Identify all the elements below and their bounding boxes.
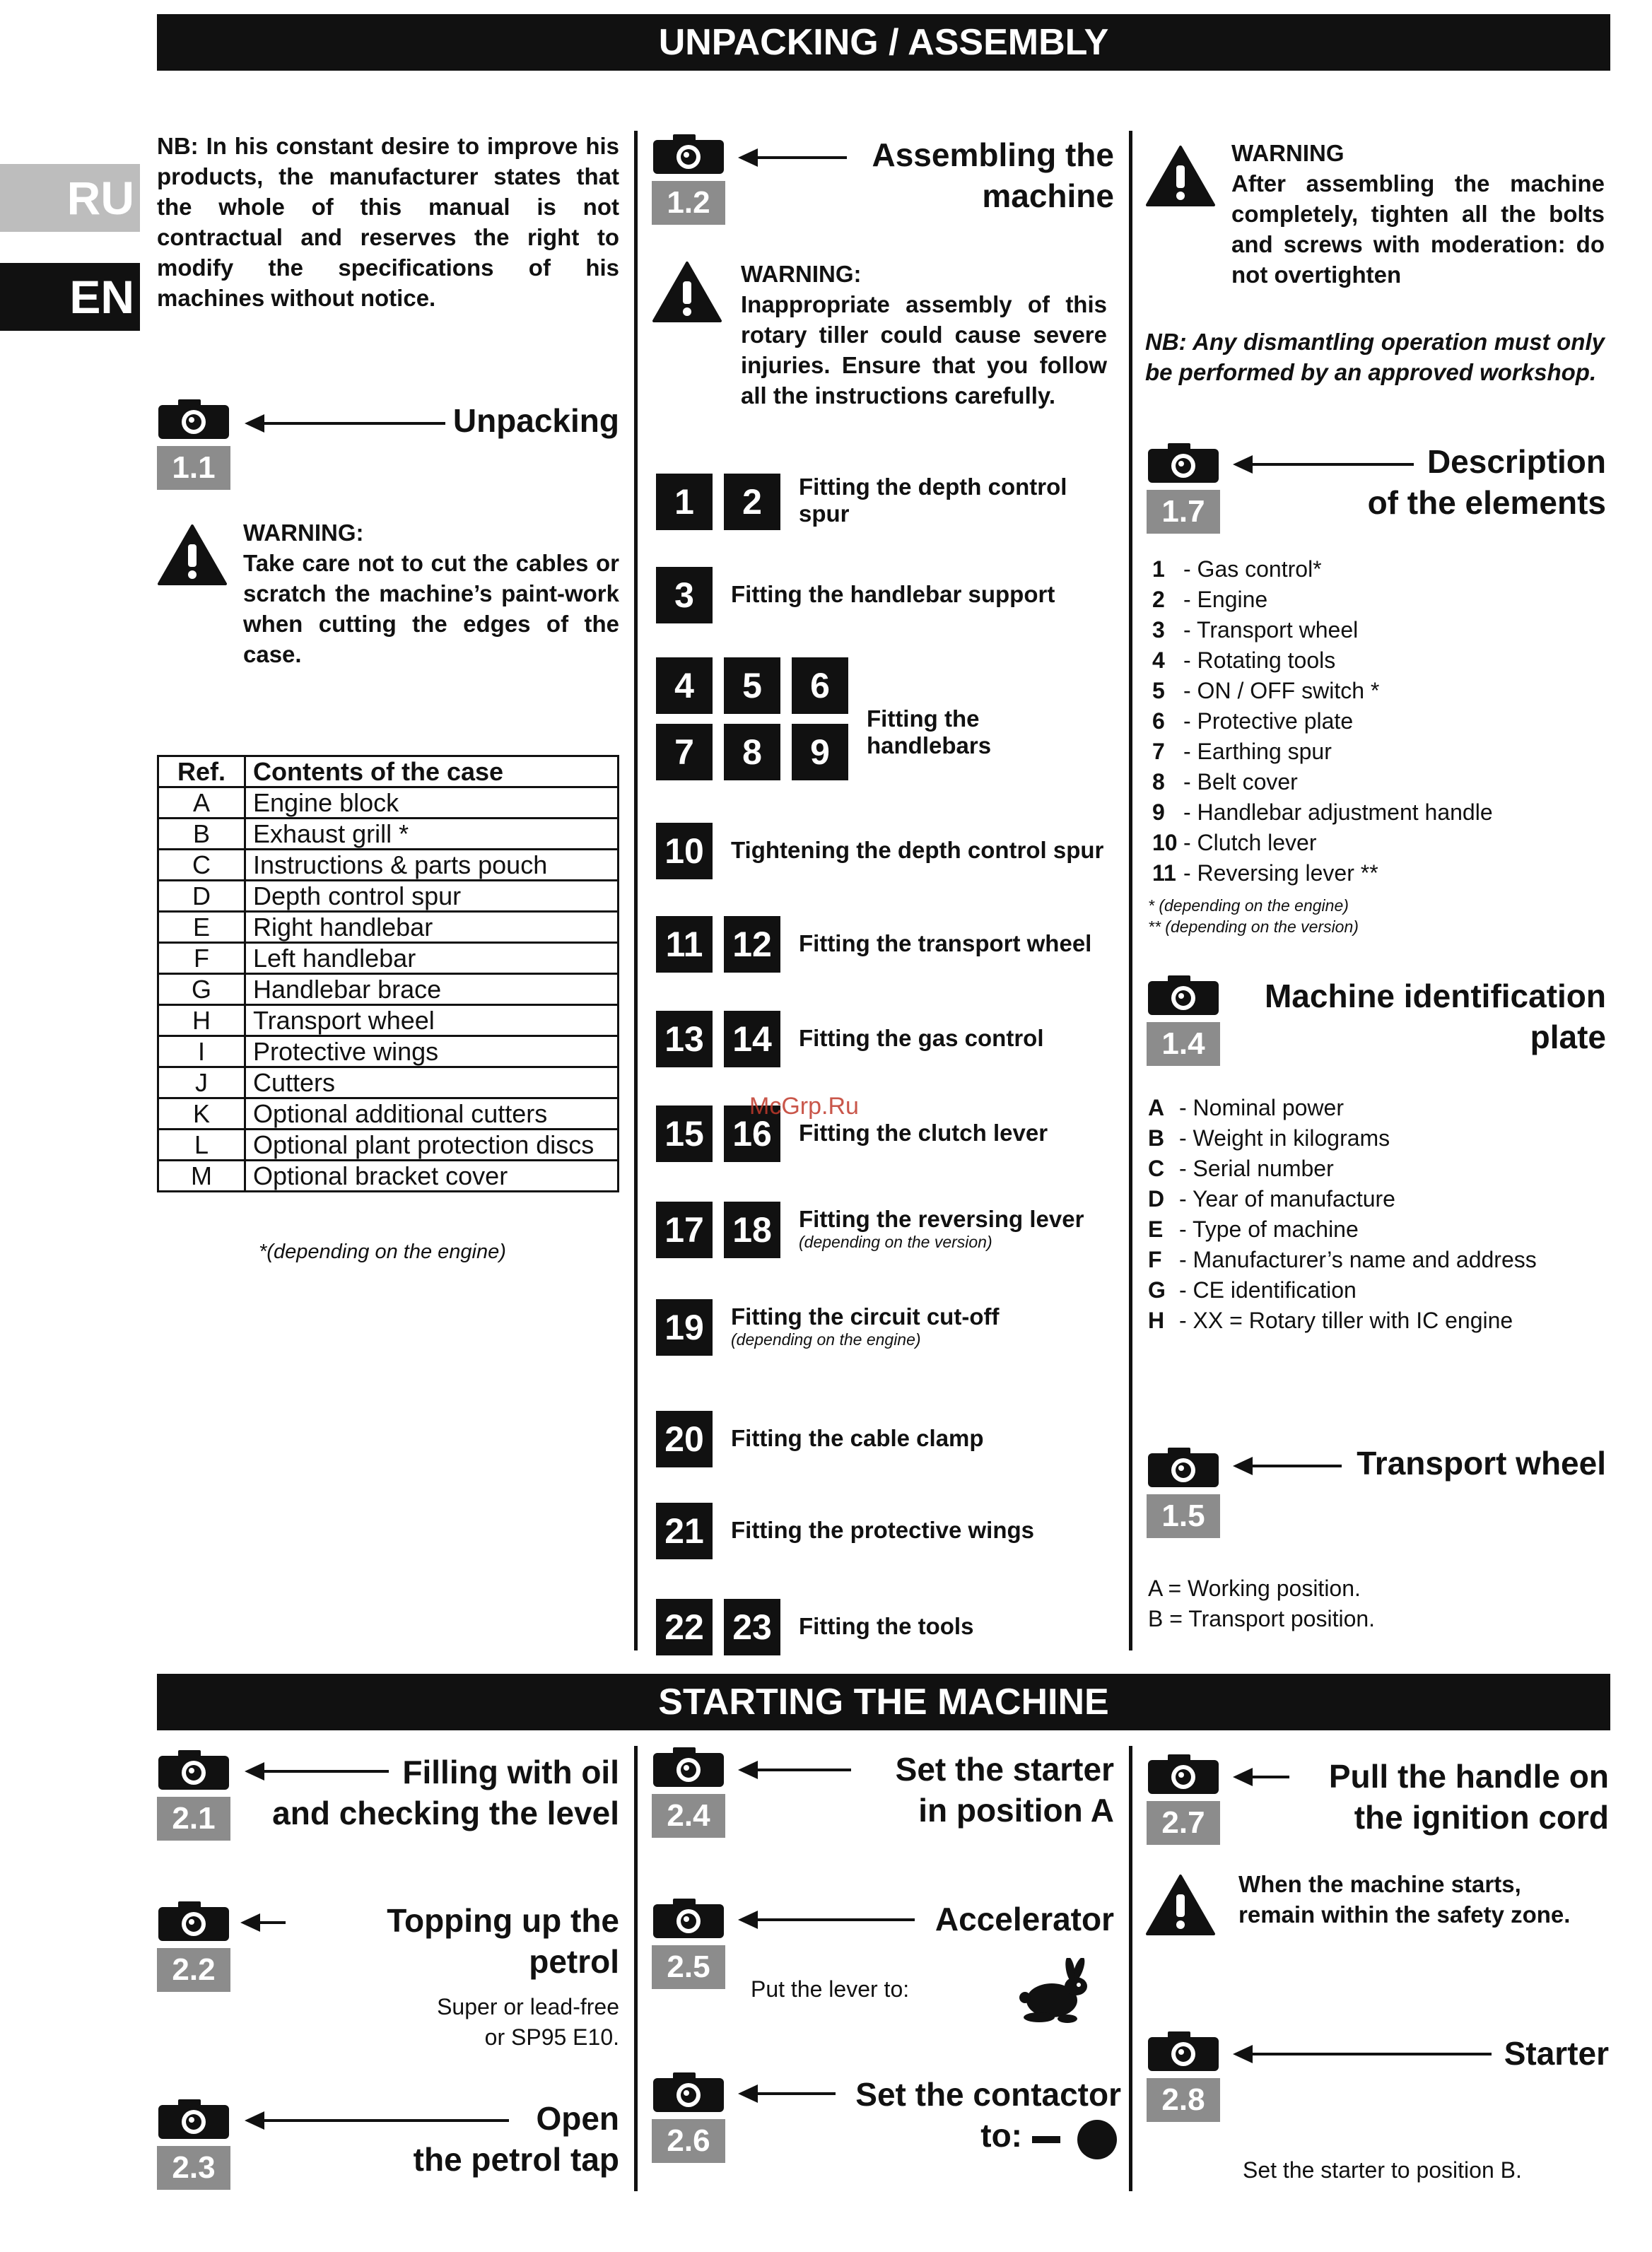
table-row bbox=[158, 1161, 619, 1192]
language-tab-ru[interactable]: RU bbox=[0, 164, 140, 232]
step-label: Tightening the depth control spur bbox=[731, 837, 1104, 863]
step-number-badge: 22 bbox=[656, 1599, 713, 1655]
ref-cell: D bbox=[158, 881, 245, 912]
heading-accelerator: Accelerator bbox=[935, 1901, 1114, 1937]
heading-unpacking: Unpacking bbox=[452, 402, 619, 439]
ref-cell: B bbox=[158, 819, 245, 850]
list-item-key: D bbox=[1148, 1186, 1165, 1212]
pointer-arrow bbox=[1236, 2053, 1492, 2055]
ref-cell: H bbox=[158, 1005, 245, 1036]
contents-cell: Transport wheel bbox=[245, 1005, 619, 1036]
column-divider bbox=[1129, 131, 1132, 1650]
step-number-badge: 7 bbox=[656, 724, 713, 780]
list-item bbox=[1148, 1184, 1607, 1214]
contents-table-wrap bbox=[157, 755, 619, 1192]
step-number: 2.8 bbox=[1147, 2078, 1220, 2122]
pointer-arrow bbox=[1236, 1465, 1342, 1467]
warning-text: Take care not to cut the cables or scratch the machine’s paint-work when cutting the edges of the case. bbox=[243, 550, 619, 667]
step-number-badge: 20 bbox=[656, 1411, 713, 1467]
list-item bbox=[1148, 1093, 1607, 1123]
step-number: 1.7 bbox=[1147, 490, 1220, 534]
ref-cell: M bbox=[158, 1161, 245, 1192]
list-item bbox=[1152, 706, 1605, 737]
list-item bbox=[1148, 1245, 1607, 1275]
warning-text: After assembling the machine completely, tighten all the bolts and screws with moderation: do not overtighten bbox=[1231, 170, 1605, 288]
list-item-text: - Type of machine bbox=[1179, 1216, 1359, 1242]
camera-icon bbox=[1147, 2030, 1220, 2072]
list-item-key: 6 bbox=[1152, 708, 1165, 734]
camera-icon bbox=[1147, 974, 1220, 1016]
heading-starter-a: Set the starter in position A bbox=[895, 1751, 1114, 1829]
list-item-key: 2 bbox=[1152, 587, 1165, 612]
camera-step-2-1 bbox=[157, 1749, 230, 1841]
pointer-arrow bbox=[741, 1918, 915, 1921]
list-item-text: - ON / OFF switch * bbox=[1183, 678, 1380, 703]
table-row bbox=[158, 1067, 619, 1098]
step-number-badge: 13 bbox=[656, 1011, 713, 1067]
table-row bbox=[158, 1130, 619, 1161]
camera-icon bbox=[1147, 1446, 1220, 1489]
watermark: McGrp.Ru bbox=[749, 1093, 859, 1120]
warning-icon bbox=[652, 260, 722, 324]
list-item-text: - Year of manufacture bbox=[1179, 1186, 1395, 1212]
camera-step-1-4 bbox=[1147, 974, 1220, 1066]
list-item bbox=[1148, 1214, 1607, 1245]
language-tab-en[interactable]: EN bbox=[0, 263, 140, 331]
list-item bbox=[1148, 1154, 1607, 1184]
ref-cell: G bbox=[158, 974, 245, 1005]
step-number-badge: 19 bbox=[656, 1299, 713, 1356]
list-item-text: - Nominal power bbox=[1179, 1095, 1344, 1120]
contents-table bbox=[157, 755, 619, 1192]
heading-plate: Machine identification plate bbox=[1264, 978, 1606, 1055]
ref-cell: F bbox=[158, 943, 245, 974]
petrol-note: Super or lead-free or SP95 E10. bbox=[437, 1994, 619, 2050]
step-number-badge: 8 bbox=[724, 724, 780, 780]
step-number-badge: 4 bbox=[656, 657, 713, 714]
list-item-text: - Earthing spur bbox=[1183, 739, 1332, 764]
contents-cell: Left handlebar bbox=[245, 943, 619, 974]
step-label: Fitting the protective wings bbox=[731, 1517, 1035, 1543]
camera-icon bbox=[157, 2098, 230, 2140]
step-number: 2.1 bbox=[157, 1797, 230, 1841]
list-item-key: H bbox=[1148, 1308, 1165, 1333]
elements-note: * (depending on the engine) ** (depending on the version) bbox=[1148, 896, 1359, 936]
ref-cell: J bbox=[158, 1067, 245, 1098]
list-item-key: 8 bbox=[1152, 769, 1165, 794]
section-header-starting bbox=[157, 1674, 1610, 1730]
safety-warning: When the machine starts, remain within the safety zone. bbox=[1238, 1871, 1571, 1928]
contents-cell: Instructions & parts pouch bbox=[245, 850, 619, 881]
warning-icon bbox=[157, 523, 228, 587]
step-number-badge: 18 bbox=[724, 1202, 780, 1258]
table-header-row bbox=[158, 756, 619, 787]
step-label: Fitting the clutch lever bbox=[799, 1120, 1048, 1146]
column-header-ref: Ref. bbox=[158, 756, 245, 787]
list-item-text: - Weight in kilograms bbox=[1179, 1125, 1390, 1151]
contents-cell: Cutters bbox=[245, 1067, 619, 1098]
camera-step-1-5 bbox=[1147, 1446, 1220, 1538]
step-number-badge: 12 bbox=[724, 916, 780, 973]
ref-cell: I bbox=[158, 1036, 245, 1067]
step-label: Fitting the transport wheel bbox=[799, 930, 1092, 956]
step-number-badge: 2 bbox=[724, 474, 780, 530]
warning-label: WARNING: bbox=[243, 520, 364, 546]
list-item-text: - Transport wheel bbox=[1183, 617, 1359, 643]
list-item-key: 4 bbox=[1152, 647, 1165, 673]
list-item-text: - CE identification bbox=[1179, 1277, 1357, 1303]
list-item-key: 5 bbox=[1152, 678, 1165, 703]
list-item bbox=[1152, 676, 1605, 706]
plate-items-list bbox=[1148, 1093, 1607, 1336]
list-item bbox=[1152, 797, 1605, 828]
ref-cell: A bbox=[158, 787, 245, 819]
step-number: 1.5 bbox=[1147, 1494, 1220, 1538]
list-item-text: - Rotating tools bbox=[1183, 647, 1336, 673]
list-item-key: 9 bbox=[1152, 799, 1165, 825]
section-title: UNPACKING / ASSEMBLY bbox=[658, 22, 1109, 63]
step-number: 2.2 bbox=[157, 1948, 230, 1992]
contents-cell: Engine block bbox=[245, 787, 619, 819]
heading-petrol: Topping up the petrol bbox=[387, 1902, 619, 1980]
list-item-text: - Belt cover bbox=[1183, 769, 1298, 794]
list-item-key: 7 bbox=[1152, 739, 1165, 764]
list-item bbox=[1148, 1275, 1607, 1306]
step-number-badge: 14 bbox=[724, 1011, 780, 1067]
list-item-key: 10 bbox=[1152, 830, 1178, 855]
table-row bbox=[158, 1005, 619, 1036]
camera-step-1-7 bbox=[1147, 442, 1220, 534]
column-divider bbox=[1129, 1746, 1132, 2191]
step-number-badge: 17 bbox=[656, 1202, 713, 1258]
list-item-text: - Clutch lever bbox=[1183, 830, 1317, 855]
heading-transport: Transport wheel bbox=[1357, 1445, 1606, 1482]
pointer-arrow bbox=[243, 1921, 286, 1924]
list-item-key: 3 bbox=[1152, 617, 1165, 643]
step-note: (depending on the version) bbox=[799, 1233, 992, 1251]
step-number-badge: 23 bbox=[724, 1599, 780, 1655]
camera-icon bbox=[652, 133, 725, 175]
list-item-text: - Serial number bbox=[1179, 1156, 1334, 1181]
warning-text: Inappropriate assembly of this rotary tiller could cause severe injuries. Ensure that you follow all the instructions carefully. bbox=[741, 291, 1107, 409]
camera-icon bbox=[652, 1746, 725, 1788]
list-item-key: B bbox=[1148, 1125, 1165, 1151]
camera-icon bbox=[157, 398, 230, 440]
camera-step-1-1 bbox=[157, 398, 230, 490]
step-number-badge: 16 bbox=[724, 1106, 780, 1162]
step-label: Fitting the handlebars bbox=[867, 705, 992, 758]
step-number-badge: 5 bbox=[724, 657, 780, 714]
contactor-icon bbox=[1029, 2118, 1121, 2162]
heading-description: Description of the elements bbox=[1367, 443, 1606, 521]
list-item-text: - Protective plate bbox=[1183, 708, 1354, 734]
camera-icon bbox=[1147, 1753, 1220, 1795]
list-item-text: - Gas control* bbox=[1183, 556, 1322, 582]
camera-step-2-6 bbox=[652, 2071, 725, 2163]
list-item bbox=[1152, 585, 1605, 615]
column-divider bbox=[634, 1746, 638, 2191]
list-item bbox=[1152, 554, 1605, 585]
table-row bbox=[158, 819, 619, 850]
table-row bbox=[158, 943, 619, 974]
elements-list bbox=[1152, 554, 1605, 889]
warning-label: WARNING bbox=[1231, 140, 1345, 166]
step-number-badge: 15 bbox=[656, 1106, 713, 1162]
camera-step-2-3 bbox=[157, 2098, 230, 2190]
contents-cell: Optional plant protection discs bbox=[245, 1130, 619, 1161]
heading-oil: Filling with oil and checking the level bbox=[272, 1754, 619, 1831]
list-item-key: 11 bbox=[1152, 860, 1176, 886]
camera-step-2-7 bbox=[1147, 1753, 1220, 1845]
nb-dismantling: NB: Any dismantling operation must only be performed by an approved workshop. bbox=[1145, 329, 1605, 385]
camera-step-2-5 bbox=[652, 1897, 725, 1989]
table-row bbox=[158, 1098, 619, 1130]
camera-step-1-2 bbox=[652, 133, 725, 225]
table-row bbox=[158, 787, 619, 819]
step-number-badge: 3 bbox=[656, 567, 713, 623]
ref-cell: E bbox=[158, 912, 245, 943]
step-label: Fitting the reversing lever bbox=[799, 1206, 1084, 1232]
contents-cell: Exhaust grill * bbox=[245, 819, 619, 850]
camera-step-2-2 bbox=[157, 1900, 230, 1992]
step-number: 2.7 bbox=[1147, 1801, 1220, 1845]
heading-assembling: Assembling the machine bbox=[872, 136, 1114, 214]
step-number-badge: 1 bbox=[656, 474, 713, 530]
step-number: 2.3 bbox=[157, 2146, 230, 2190]
camera-icon bbox=[157, 1749, 230, 1791]
list-item-key: A bbox=[1148, 1095, 1165, 1120]
column-header-contents: Contents of the case bbox=[245, 756, 619, 787]
heading-starter: Starter bbox=[1504, 2035, 1609, 2072]
camera-icon bbox=[652, 2071, 725, 2113]
accelerator-note: Put the lever to: bbox=[751, 1976, 910, 2002]
list-item-text: - XX = Rotary tiller with IC engine bbox=[1179, 1308, 1513, 1333]
step-label: Fitting the tools bbox=[799, 1613, 974, 1639]
list-item bbox=[1152, 767, 1605, 797]
list-item-key: F bbox=[1148, 1247, 1162, 1272]
camera-icon bbox=[652, 1897, 725, 1940]
step-number-badge: 9 bbox=[792, 724, 848, 780]
warning-label: WARNING: bbox=[741, 261, 862, 287]
transport-note: A = Working position. B = Transport position. bbox=[1148, 1576, 1376, 1631]
table-row bbox=[158, 912, 619, 943]
step-number-badge: 21 bbox=[656, 1503, 713, 1559]
table-footnote: *(depending on the engine) bbox=[259, 1241, 506, 1263]
step-label: Fitting the circuit cut-off bbox=[731, 1303, 1000, 1330]
list-item-text: - Reversing lever ** bbox=[1183, 860, 1378, 886]
column-divider bbox=[634, 131, 638, 1650]
list-item bbox=[1152, 828, 1605, 858]
table-row bbox=[158, 974, 619, 1005]
warning-icon bbox=[1145, 144, 1216, 208]
step-note: (depending on the engine) bbox=[731, 1330, 921, 1349]
step-number: 2.5 bbox=[652, 1945, 725, 1989]
list-item-key: G bbox=[1148, 1277, 1166, 1303]
pointer-arrow bbox=[741, 156, 847, 159]
contents-cell: Optional additional cutters bbox=[245, 1098, 619, 1130]
pointer-arrow bbox=[247, 422, 445, 425]
step-label: Fitting the gas control bbox=[799, 1025, 1044, 1051]
camera-step-2-8 bbox=[1147, 2030, 1220, 2122]
heading-petrol-tap: Open the petrol tap bbox=[413, 2100, 619, 2178]
camera-icon bbox=[1147, 442, 1220, 484]
step-label: Fitting the depth control spur bbox=[799, 474, 1067, 527]
pointer-arrow bbox=[741, 2092, 836, 2095]
ref-cell: L bbox=[158, 1130, 245, 1161]
contents-cell: Optional bracket cover bbox=[245, 1161, 619, 1192]
ref-cell: C bbox=[158, 850, 245, 881]
camera-icon bbox=[157, 1900, 230, 1942]
starter-note: Set the starter to position B. bbox=[1243, 2157, 1522, 2183]
step-number: 1.1 bbox=[157, 446, 230, 490]
step-label: Fitting the cable clamp bbox=[731, 1425, 984, 1451]
step-label: Fitting the handlebar support bbox=[731, 581, 1055, 607]
list-item-key: C bbox=[1148, 1156, 1165, 1181]
section-header-unpacking bbox=[157, 14, 1610, 71]
list-item bbox=[1152, 615, 1605, 645]
contents-cell: Depth control spur bbox=[245, 881, 619, 912]
table-row bbox=[158, 881, 619, 912]
step-number-badge: 10 bbox=[656, 823, 713, 879]
list-item bbox=[1152, 645, 1605, 676]
step-number-badge: 11 bbox=[656, 916, 713, 973]
ref-cell: K bbox=[158, 1098, 245, 1130]
contents-cell: Right handlebar bbox=[245, 912, 619, 943]
list-item bbox=[1148, 1306, 1607, 1336]
rabbit-icon bbox=[1011, 1958, 1096, 2029]
list-item bbox=[1148, 1123, 1607, 1154]
section-title: STARTING THE MACHINE bbox=[658, 1682, 1109, 1723]
list-item bbox=[1152, 858, 1605, 889]
nb-notice: NB: In his constant desire to improve his products, the manufacturer states that the whole of this manual is not contractual and reserves the right to modify the specifications of his machines without notice. bbox=[157, 133, 619, 311]
list-item-key: 1 bbox=[1152, 556, 1165, 582]
camera-step-2-4 bbox=[652, 1746, 725, 1838]
pointer-arrow bbox=[1236, 1776, 1289, 1778]
list-item-text: - Handlebar adjustment handle bbox=[1183, 799, 1493, 825]
heading-contactor: Set the contactor to: bbox=[855, 2076, 1121, 2154]
step-number-badge: 6 bbox=[792, 657, 848, 714]
step-number: 1.2 bbox=[652, 181, 725, 225]
list-item-key: E bbox=[1148, 1216, 1164, 1242]
step-number: 2.4 bbox=[652, 1794, 725, 1838]
heading-ignition-cord: Pull the handle on the ignition cord bbox=[1328, 1758, 1609, 1836]
warning-icon bbox=[1145, 1873, 1216, 1937]
step-number: 2.6 bbox=[652, 2119, 725, 2163]
table-row bbox=[158, 850, 619, 881]
table-row bbox=[158, 1036, 619, 1067]
list-item-text: - Manufacturer’s name and address bbox=[1179, 1247, 1537, 1272]
pointer-arrow bbox=[741, 1769, 851, 1771]
contents-cell: Handlebar brace bbox=[245, 974, 619, 1005]
list-item-text: - Engine bbox=[1183, 587, 1268, 612]
contents-cell: Protective wings bbox=[245, 1036, 619, 1067]
step-number: 1.4 bbox=[1147, 1022, 1220, 1066]
list-item bbox=[1152, 737, 1605, 767]
